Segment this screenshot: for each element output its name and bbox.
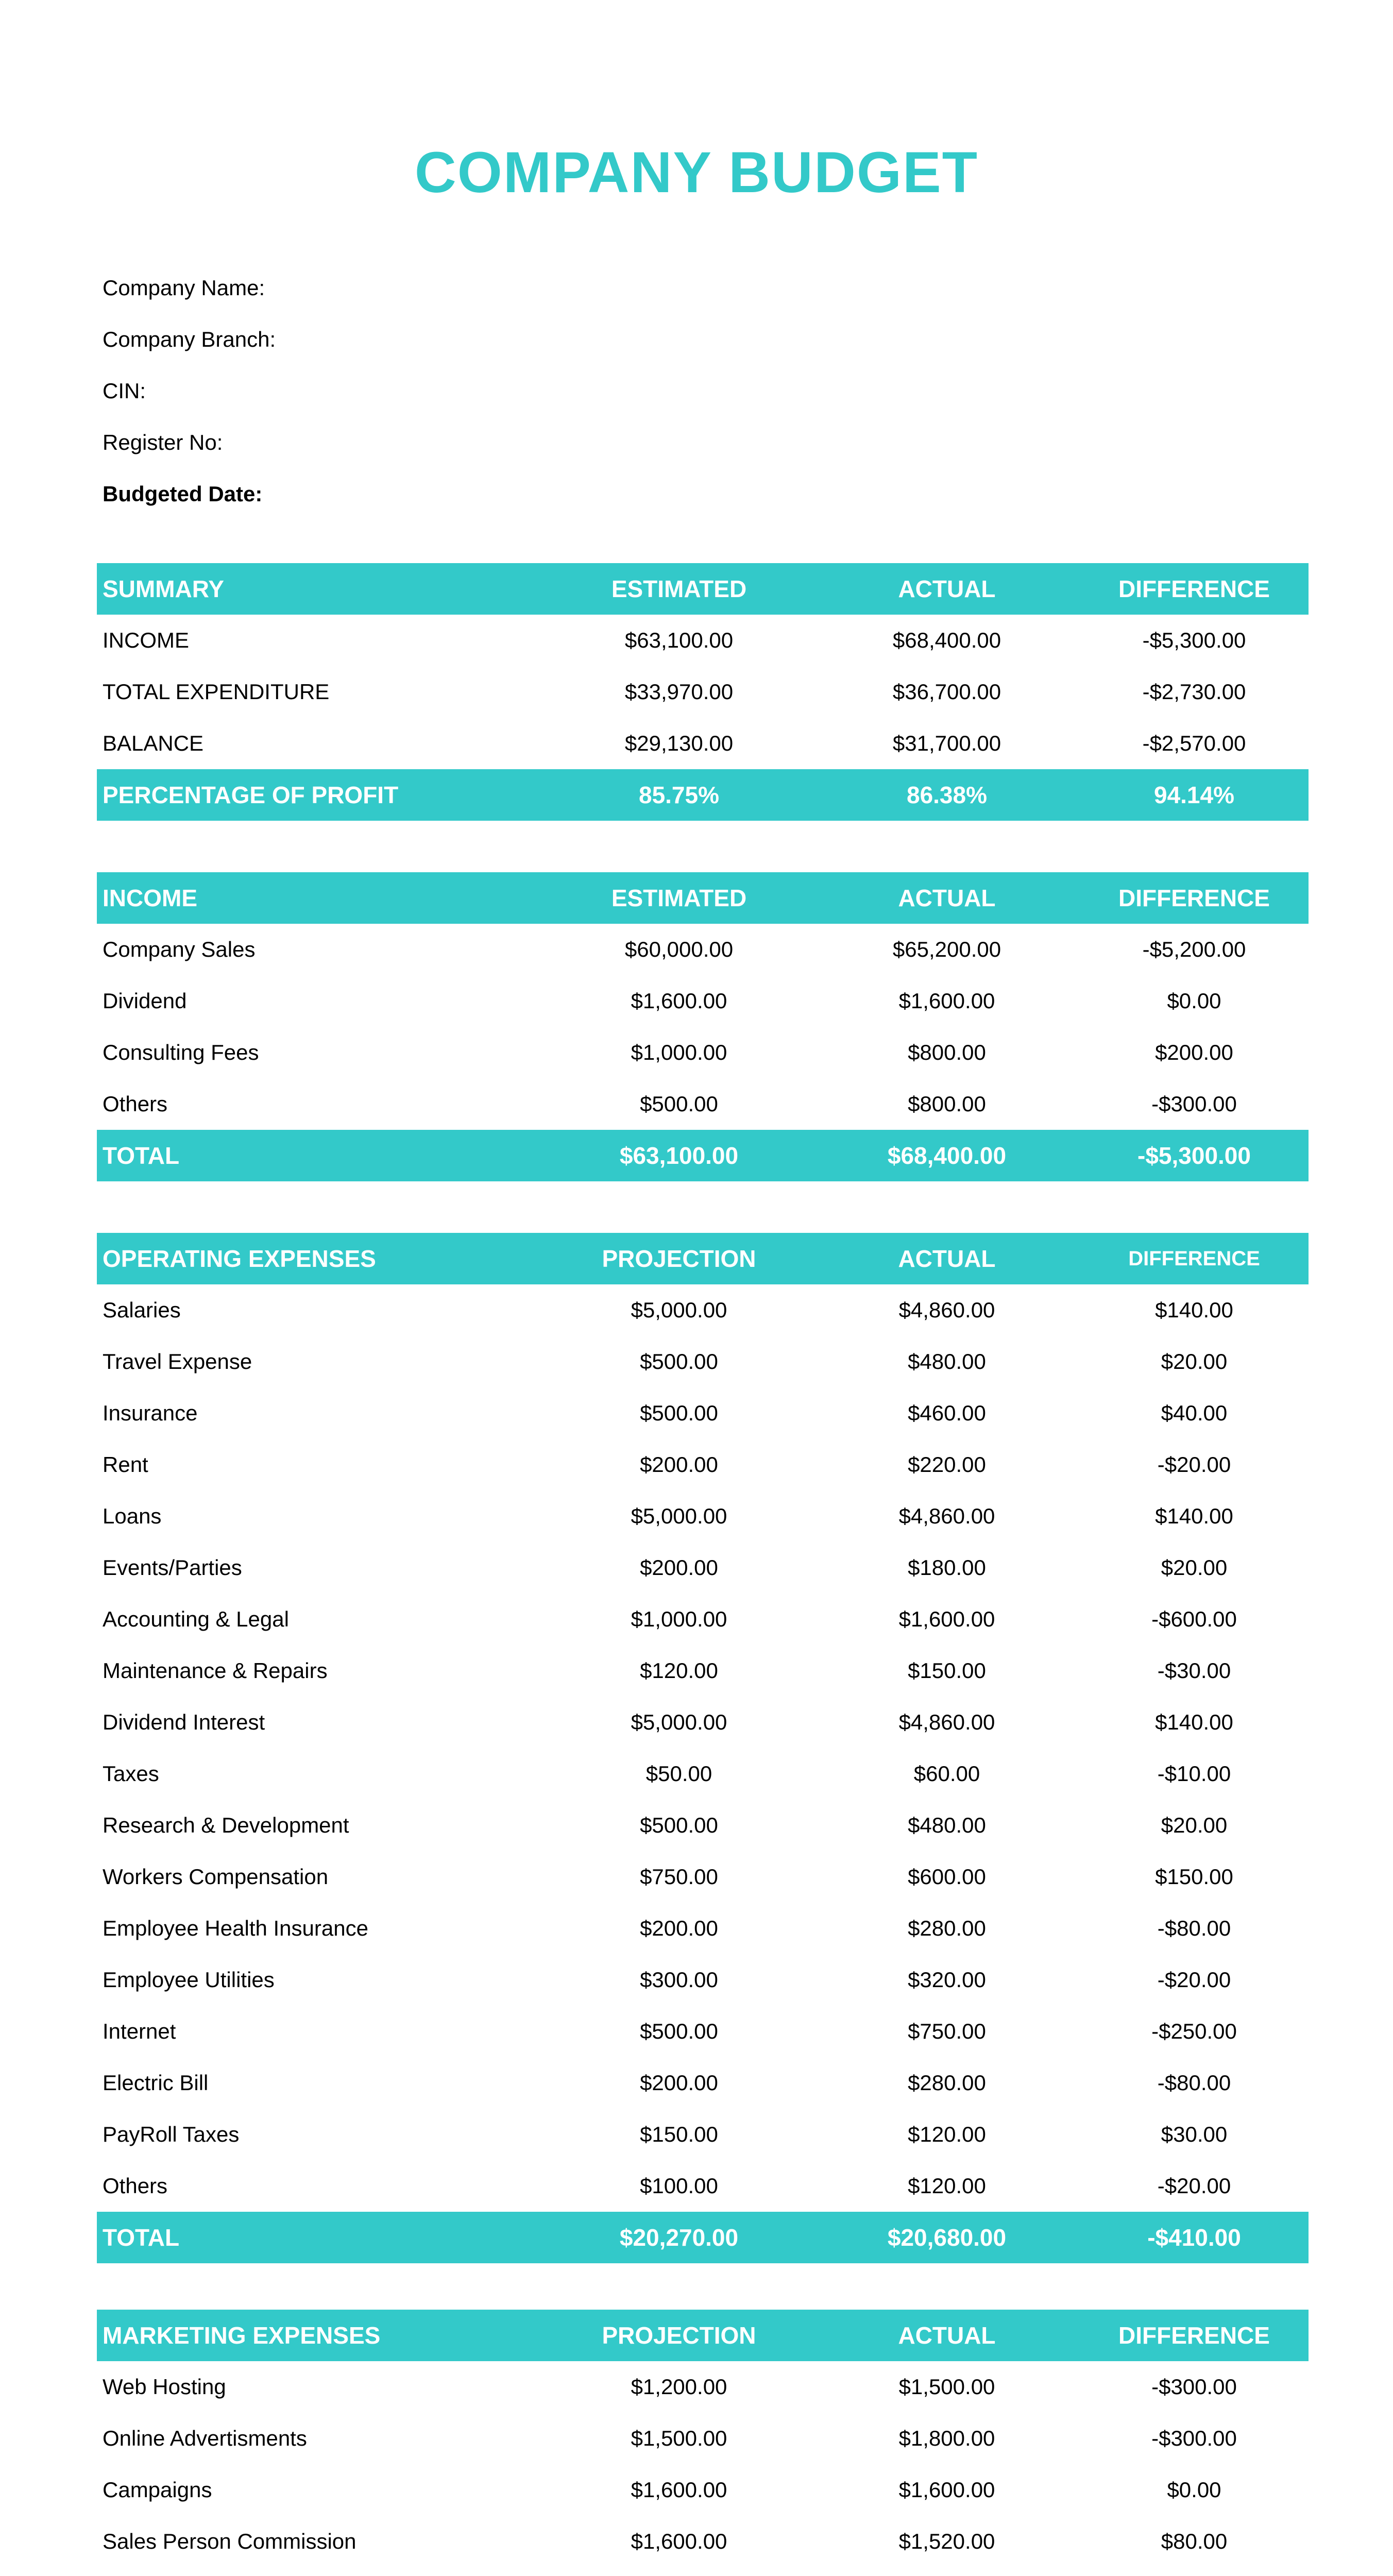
table-row-cell: -$250.00 [1151,2019,1237,2043]
table-row-cell: -$600.00 [1151,1607,1237,1631]
table-row-cell: Insurance [103,1401,198,1425]
summary-total-row-cell: PERCENTAGE OF PROFIT [103,782,399,808]
table-row-cell: -$20.00 [1157,1452,1231,1477]
table-row-cell [103,2567,254,2576]
table-row-cell: Travel Expense [103,1349,252,1374]
operating-header-row-cell: ACTUAL [898,1245,996,1272]
table-row-cell [828,2567,1065,2576]
table-row-cell: -$2,730.00 [1142,680,1246,704]
table-row-cell: $1,000.00 [631,1040,727,1064]
table-row-cell [1091,2567,1297,2576]
table-row-cell: -$10.00 [1157,1761,1231,1786]
table-row-cell: -$2,570.00 [1142,731,1246,755]
table-row-cell: $36,700.00 [892,680,1001,704]
table-row-cell: $120.00 [908,2174,986,2198]
table-row-cell: INCOME [103,628,189,652]
table-row [97,1387,1309,1439]
table-row-cell: $29,130.00 [624,731,734,755]
table-row-cell: $480.00 [908,1813,986,1837]
table-row-cell: $1,500.00 [631,2426,727,2450]
table-row-cell: $200.00 [640,1452,718,1477]
table-row [97,975,1309,1027]
table-row-cell: Accounting & Legal [103,1607,289,1631]
table-row-cell: Company Sales [103,937,256,961]
table-row-cell: $200.00 [1155,1040,1233,1064]
operating-header-row [97,1233,1309,1284]
table-row-cell: Electric Bill [103,2071,209,2095]
table-row [97,1594,1309,1645]
table-row-cell: Research & Development [103,1813,349,1837]
income-header-row-cell: ESTIMATED [611,885,747,911]
income-header-row-cell: DIFFERENCE [1118,885,1270,911]
table-row-cell: $150.00 [908,1658,986,1683]
table-row-cell: $60,000.00 [624,937,734,961]
table-row-cell: $600.00 [908,1865,986,1889]
table-row-cell: $65,200.00 [892,937,1001,961]
table-row-cell: -$300.00 [1151,2426,1237,2450]
marketing-expenses-table [97,2310,1309,2576]
table-row-cell: -$5,300.00 [1142,628,1246,652]
summary-total-row-cell: 85.75% [638,782,719,808]
table-row [97,1284,1309,1336]
table-row-cell: $5,000.00 [631,1710,727,1734]
table-row-cell: -$80.00 [1157,2071,1231,2095]
table-row-cell: $200.00 [640,1916,718,1940]
page-title: COMPANY BUDGET [414,140,979,205]
table-row-cell: Salaries [103,1298,181,1322]
operating-total-row-cell: $20,680.00 [887,2224,1007,2251]
table-row-cell: $5,000.00 [631,1298,727,1322]
table-row-cell: $4,860.00 [898,1298,995,1322]
table-row-cell: $750.00 [908,2019,986,2043]
cin-label: CIN: [103,379,146,403]
table-row-cell: Workers Compensation [103,1865,329,1889]
table-row-cell: $500.00 [640,1401,718,1425]
table-row-cell: Campaigns [103,2478,212,2502]
table-row-cell: $120.00 [908,2122,986,2146]
table-row [97,1697,1309,1748]
table-row-cell: $200.00 [640,1555,718,1580]
table-row-cell: $1,600.00 [898,1607,995,1631]
summary-total-row-cell: 86.38% [906,782,987,808]
table-row-cell: $63,100.00 [624,628,734,652]
table-row [97,1542,1309,1594]
table-row-cell: $280.00 [908,1916,986,1940]
table-row-cell: Dividend Interest [103,1710,265,1734]
table-row-cell [560,2567,797,2576]
table-row-cell: Loans [103,1504,162,1528]
table-row-cell: -$20.00 [1157,1968,1231,1992]
table-row [97,1800,1309,1851]
table-row-cell: $0.00 [1167,989,1221,1013]
table-row-cell: $4,860.00 [898,1504,995,1528]
table-row-cell: Employee Health Insurance [103,1916,368,1940]
table-row-cell: -$80.00 [1157,1916,1231,1940]
income-total-row-cell: $68,400.00 [887,1142,1007,1169]
table-row-cell: -$20.00 [1157,2174,1231,2198]
table-row-cell: $5,000.00 [631,1504,727,1528]
table-row [97,2516,1309,2567]
register-no-label: Register No: [103,430,223,454]
table-row [97,615,1309,666]
summary-header-row-cell: DIFFERENCE [1118,575,1270,602]
table-row [97,924,1309,975]
table-row-cell: Events/Parties [103,1555,242,1580]
marketing-header-row-cell: ACTUAL [898,2322,996,2349]
table-row-cell: $140.00 [1155,1710,1233,1734]
table-row [97,2160,1309,2212]
table-row [97,1490,1309,1542]
table-row-cell: $280.00 [908,2071,986,2095]
table-row-cell: $1,520.00 [898,2529,995,2553]
table-row [97,1027,1309,1078]
table-row-cell: $500.00 [640,1092,718,1116]
table-row-cell: -$300.00 [1151,2375,1237,2399]
table-row-cell: Web Hosting [103,2375,226,2399]
table-row-cell: $1,600.00 [631,989,727,1013]
table-row-cell: $30.00 [1161,2122,1228,2146]
table-row-cell: Employee Utilities [103,1968,275,1992]
table-row [97,1851,1309,1903]
table-row-cell: $800.00 [908,1092,986,1116]
table-row [97,1439,1309,1490]
table-row-cell: Consulting Fees [103,1040,259,1064]
table-row-cell: Rent [103,1452,148,1477]
table-row-cell: $320.00 [908,1968,986,1992]
table-row-cell: $40.00 [1161,1401,1228,1425]
operating-header-row-cell: DIFFERENCE [1128,1247,1260,1270]
table-row-cell: $33,970.00 [624,680,734,704]
table-row-cell: $1,600.00 [631,2529,727,2553]
table-row-cell: $200.00 [640,2071,718,2095]
table-row-cell: $120.00 [640,1658,718,1683]
income-header-row-cell: ACTUAL [898,885,996,911]
table-row-cell: $1,000.00 [631,1607,727,1631]
table-row [97,1954,1309,2006]
table-row-cell: $4,860.00 [898,1710,995,1734]
table-row-cell: Sales Person Commission [103,2529,356,2553]
marketing-header-row-cell: DIFFERENCE [1118,2322,1270,2349]
table-row [97,1748,1309,1800]
table-row-cell: $500.00 [640,1813,718,1837]
operating-total-row-cell: -$410.00 [1147,2224,1241,2251]
table-row-cell: $1,500.00 [898,2375,995,2399]
table-row [97,1645,1309,1697]
income-total-row-cell: -$5,300.00 [1137,1142,1251,1169]
income-header-row-cell: INCOME [103,885,197,911]
operating-total-row-cell: $20,270.00 [619,2224,739,2251]
income-table [97,872,1309,1181]
summary-total-row [97,769,1309,821]
table-row [97,718,1309,769]
operating-header-row-cell: PROJECTION [602,1245,756,1272]
table-row [97,2109,1309,2160]
operating-total-row [97,2212,1309,2263]
table-row-cell: $500.00 [640,1349,718,1374]
table-row-cell: BALANCE [103,731,204,755]
table-row-cell: -$5,200.00 [1142,937,1246,961]
table-row-cell: $50.00 [645,1761,712,1786]
table-row [97,1903,1309,1954]
table-row-cell: $150.00 [640,2122,718,2146]
summary-header-row [97,563,1309,615]
table-row-cell: $0.00 [1167,2478,1221,2502]
table-row-cell: $500.00 [640,2019,718,2043]
table-row-cell: $20.00 [1161,1555,1228,1580]
table-row-cell: Others [103,1092,168,1116]
table-row [97,2361,1309,2413]
table-row-cell: TOTAL EXPENDITURE [103,680,330,704]
table-row-cell: $800.00 [908,1040,986,1064]
table-row-cell: -$300.00 [1151,1092,1237,1116]
operating-total-row-cell: TOTAL [103,2224,180,2251]
table-row-cell: $20.00 [1161,1813,1228,1837]
summary-header-row-cell: ESTIMATED [611,575,747,602]
income-header-row [97,872,1309,924]
table-row [97,2567,1309,2576]
marketing-header-row [97,2310,1309,2361]
table-row-cell: Online Advertisments [103,2426,307,2450]
table-row-cell: $460.00 [908,1401,986,1425]
table-row-cell: Taxes [103,1761,159,1786]
operating-header-row-cell: OPERATING EXPENSES [103,1245,376,1272]
table-row-cell: Others [103,2174,168,2198]
budgeted-date-label: Budgeted Date: [103,482,263,506]
table-row [97,2006,1309,2057]
table-row-cell: -$30.00 [1157,1658,1231,1683]
table-row-cell: $1,600.00 [898,989,995,1013]
table-row [97,666,1309,718]
table-row [97,1078,1309,1130]
table-row-cell: $60.00 [913,1761,980,1786]
table-row-cell: $180.00 [908,1555,986,1580]
table-row-cell: $300.00 [640,1968,718,1992]
table-row [97,1336,1309,1387]
table-row-cell: Maintenance & Repairs [103,1658,328,1683]
table-row [97,2057,1309,2109]
table-row-cell: $1,600.00 [898,2478,995,2502]
summary-total-row-cell: 94.14% [1153,782,1234,808]
operating-expenses-table [97,1233,1309,2263]
table-row-cell: $68,400.00 [892,628,1001,652]
company-name-label: Company Name: [103,276,265,300]
table-row-cell: $31,700.00 [892,731,1001,755]
summary-header-row-cell: SUMMARY [103,575,224,602]
summary-header-row-cell: ACTUAL [898,575,996,602]
marketing-header-row-cell: PROJECTION [602,2322,756,2349]
table-row-cell: $480.00 [908,1349,986,1374]
company-branch-label: Company Branch: [103,327,276,351]
marketing-header-row-cell: MARKETING EXPENSES [103,2322,381,2349]
table-row-cell: $1,600.00 [631,2478,727,2502]
income-total-row-cell: $63,100.00 [619,1142,739,1169]
table-row-cell: Dividend [103,989,187,1013]
table-row-cell: $140.00 [1155,1504,1233,1528]
table-row-cell: $100.00 [640,2174,718,2198]
table-row-cell: PayRoll Taxes [103,2122,240,2146]
table-row-cell: $80.00 [1161,2529,1228,2553]
table-row-cell: $20.00 [1161,1349,1228,1374]
table-row-cell: $1,800.00 [898,2426,995,2450]
table-row-cell: $220.00 [908,1452,986,1477]
income-total-row [97,1130,1309,1181]
table-row [97,2464,1309,2516]
table-row-cell: $750.00 [640,1865,718,1889]
table-row-cell: Internet [103,2019,176,2043]
table-row-cell: $1,200.00 [631,2375,727,2399]
table-row-cell: $150.00 [1155,1865,1233,1889]
income-total-row-cell: TOTAL [103,1142,180,1169]
summary-table [97,563,1309,821]
table-row-cell: $140.00 [1155,1298,1233,1322]
table-row [97,2413,1309,2464]
